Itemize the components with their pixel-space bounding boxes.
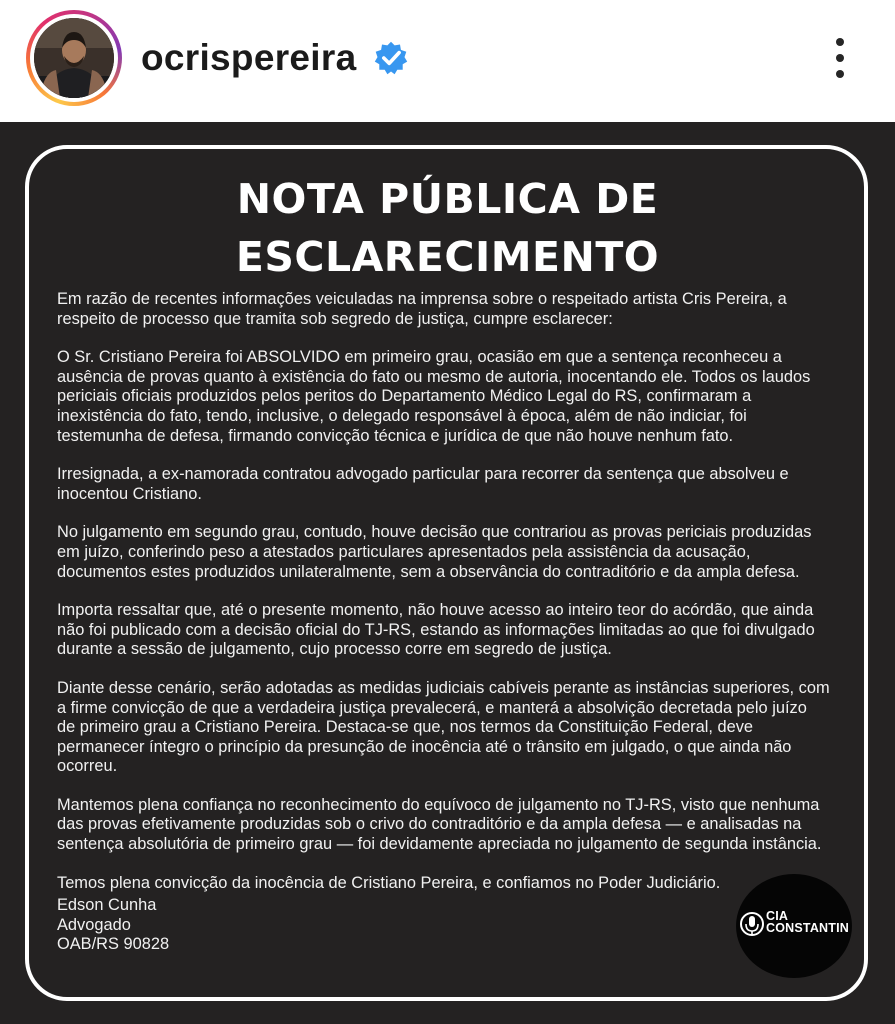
avatar[interactable] [34, 18, 114, 98]
signature [57, 896, 169, 955]
title-line-2: ESCLARECIMENTO [235, 233, 660, 281]
paragraph: Diante desse cenário, serão adotadas as medidas judiciais cabíveis perante as instâncias superiores, com a firme convicção de que a verdadeira justiça prevalecerá, e manterá a absolvição decretada pelo juízo de primeiro grau a Cristiano Pereira. Destaca-se que, nos termos da Constituição Federal, deve permanecer íntegro o princípio da presunção de inocência até o trânsito em julgado, o que ainda não ocorreu. [57, 678, 830, 776]
paragraph: Importa ressaltar que, até o presente momento, não houve acesso ao inteiro teor do acórdão, que ainda não foi publicado com a decisão oficial do TJ-RS, estando as informações limitadas ao que foi divulgado durante a sessão de julgamento, cujo processo corre em segredo de justiça. [57, 601, 815, 659]
cia-constantin-logo [736, 874, 852, 978]
paragraph: Mantemos plena confiança no reconhecimento do equívoco de julgamento no TJ-RS, visto que nenhuma das provas efetivamente produzidas sob o crivo do contraditório e da ampla defesa — e analisadas na sentença absolutória de primeiro grau — foi devidamente apreciada no julgamento de segunda instância. [57, 795, 822, 854]
signature-role: Advogado [57, 915, 131, 934]
verified-badge-icon [373, 40, 409, 76]
paragraph: O Sr. Cristiano Pereira foi ABSOLVIDO em primeiro grau, ocasião em que a sentença reconheceu a ausência de provas quanto à existência do fato ou mesmo de autoria, inocentando ele. Todos os laudos periciais oficiais produzidos pelos peritos do Departamento Médico Legal do RS, confirmaram a inexistência do fato, tendo, inclusive, o delegado responsável à época, além de não indiciar, foi testemunha de defesa, firmando convicção técnica e jurídica de que não houve nenhum fato. [57, 348, 811, 445]
logo-text [766, 910, 849, 934]
profile-photo-icon [34, 18, 114, 98]
signature-name: Edson Cunha [57, 896, 157, 914]
statement-title [0, 170, 895, 286]
paragraph: No julgamento em segundo grau, contudo, houve decisão que contrariou as provas periciais produzidas em juízo, conferindo peso a atestados particulares apresentados pela assistência da acusação, documentos estes produzidos unilateralmente, sem a observância do contraditório e da ampla defesa. [57, 523, 812, 581]
paragraph: Em razão de recentes informações veiculadas na imprensa sobre o respeitado artista Cris Pereira, a respeito de processo que tramita sob segredo de justiça, cumpre esclarecer: [57, 290, 787, 328]
paragraph: Irresignada, a ex-namorada contratou advogado particular para recorrer da sentença que absolveu e inocentou Cristiano. [57, 465, 789, 503]
title-line-1: NOTA PÚBLICA DE [236, 175, 659, 223]
signature-oab: OAB/RS 90828 [57, 935, 170, 954]
more-vertical-icon[interactable] [822, 36, 858, 80]
microphone-icon [738, 910, 764, 940]
paragraph: Temos plena convicção da inocência de Cristiano Pereira, e confiamos no Poder Judiciário. [57, 873, 721, 892]
logo-line-2: CONSTANTIN [766, 921, 850, 935]
statement-body [57, 290, 862, 912]
username[interactable]: ocrispereira [141, 37, 357, 78]
post-image [0, 122, 895, 1024]
post-header [0, 0, 895, 122]
logo-line-1: CIA [766, 909, 789, 923]
story-ring[interactable] [26, 10, 122, 106]
